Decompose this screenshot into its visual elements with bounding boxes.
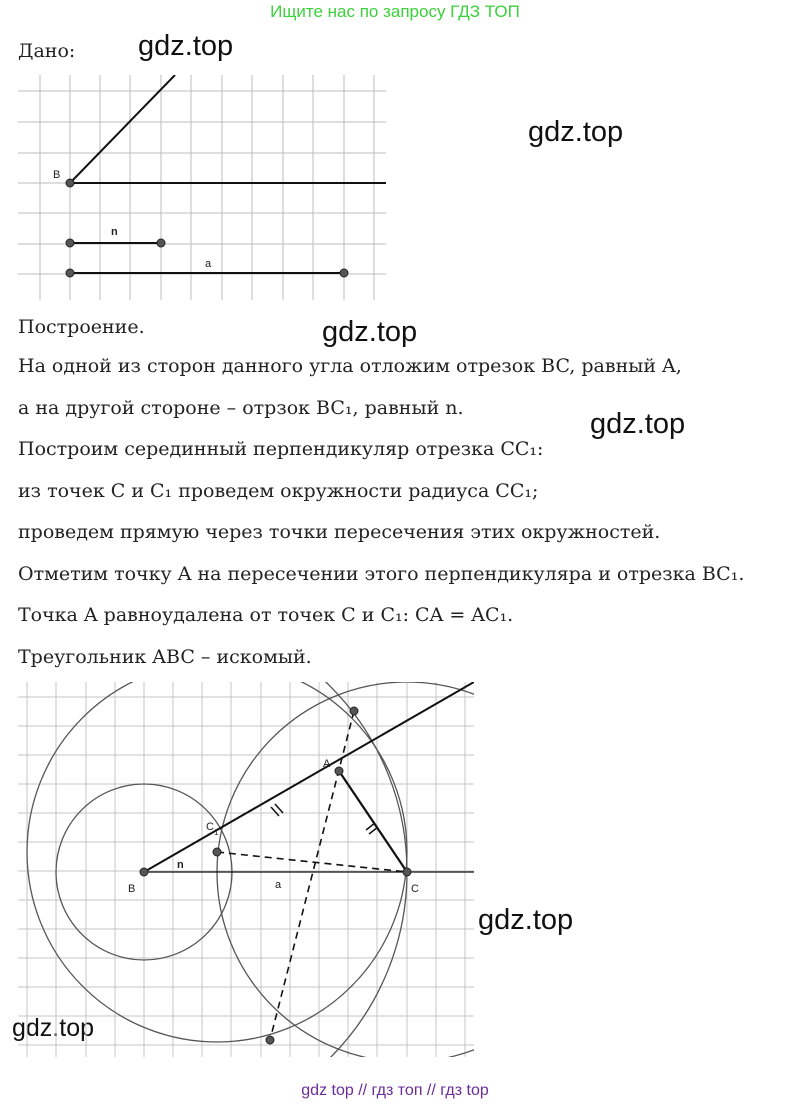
construction-line: Отметим точку A на пересечении этого перпендикуляра и отрезка BC₁. <box>18 563 745 585</box>
footer-links[interactable]: gdz top // гдз топ // гдз top <box>301 1082 489 1099</box>
label-a: a <box>275 879 282 891</box>
point-intersection-bottom <box>266 1036 274 1044</box>
point-n-end <box>157 239 165 247</box>
point-n-start <box>66 239 74 247</box>
given-grid <box>18 75 386 300</box>
watermark: gdz.top <box>590 408 686 440</box>
point-C <box>403 868 411 876</box>
construction-line: На одной из сторон данного угла отложим отрезок BC, равный A, <box>18 355 682 377</box>
label-B: B <box>128 883 136 895</box>
construction-line: Построим серединный перпендикуляр отрезка CC₁: <box>18 438 544 460</box>
watermark: gdz.top <box>528 116 624 148</box>
perpendicular-bisector <box>270 711 354 1040</box>
construction-line: Точка A равноудалена от точек C и C₁: CA = AC₁. <box>18 604 514 626</box>
construction-line: проведем прямую через точки пересечения этих окружностей. <box>18 521 661 543</box>
given-label: Дано: <box>18 40 76 62</box>
point-a-start <box>66 269 74 277</box>
watermark: gdz.top <box>12 1014 95 1042</box>
construction-line: из точек C и C₁ проведем окружности радиуса CC₁; <box>18 480 539 502</box>
circle-around-C <box>217 682 474 1057</box>
given-figure <box>18 75 386 300</box>
construction-line: Треугольник ABC – искомый. <box>18 646 312 668</box>
label-B: B <box>53 169 61 181</box>
label-n: n <box>177 859 184 871</box>
ray-upper <box>144 682 474 872</box>
point-A <box>335 767 343 775</box>
top-banner[interactable]: Ищите нас по запросу ГДЗ ТОП <box>270 2 520 21</box>
construction-heading: Построение. <box>18 316 145 338</box>
watermark: gdz.top <box>138 30 234 62</box>
tick-mark <box>271 807 279 816</box>
segment-C1C <box>217 852 407 872</box>
point-B <box>140 868 148 876</box>
watermark: gdz.top <box>478 904 574 936</box>
point-a-end <box>340 269 348 277</box>
label-C1-subscript: 1 <box>214 828 219 837</box>
circle-a-around-B <box>18 682 407 1057</box>
watermark: gdz.top <box>322 316 418 348</box>
label-C1: C <box>206 821 214 833</box>
point-intersection-top <box>350 707 358 715</box>
label-A: A <box>323 758 331 770</box>
point-B <box>66 179 74 187</box>
tick-mark <box>366 823 375 830</box>
label-n: n <box>111 226 118 238</box>
tick-mark <box>275 804 283 813</box>
construction-line: а на другой стороне – отрзок BC₁, равный n. <box>18 397 464 419</box>
point-C1 <box>213 848 221 856</box>
segment-AC <box>339 771 407 872</box>
construction-figure <box>18 682 474 1057</box>
label-C: C <box>411 883 419 895</box>
label-a: a <box>205 258 212 270</box>
